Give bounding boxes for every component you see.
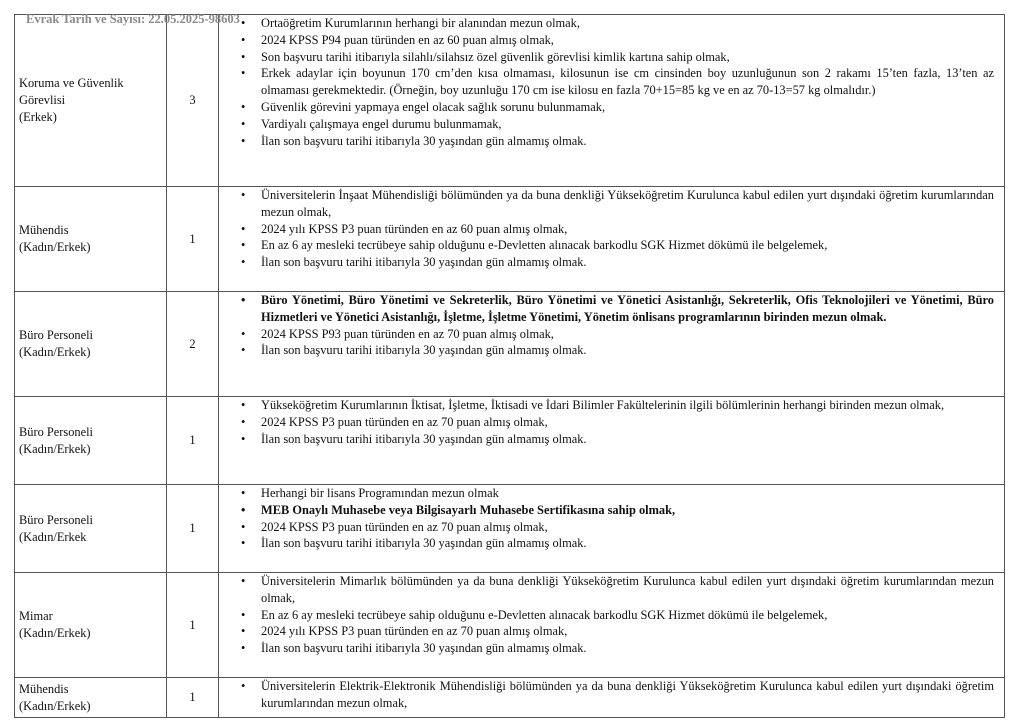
positions-table <box>14 14 1005 718</box>
position-title-line: (Kadın/Erkek) <box>19 240 91 254</box>
requirements-cell <box>219 573 1005 678</box>
position-title-line: Mühendis <box>19 681 69 696</box>
requirement-item: • MEB Onaylı Muhasebe veya Bilgisayarlı Muhasebe Sertifikasına sahip olmak, <box>261 502 994 519</box>
requirement-item: • Vardiyalı çalışmaya engel durumu bulunmamak, <box>261 116 994 133</box>
position-title-cell <box>15 397 167 485</box>
requirement-item: • Üniversitelerin Elektrik-Elektronik Mühendisliği bölümünden ya da buna denkliği Yükseköğretim Kurulunca kabul edilen yurt dışındaki öğretim kurumlarından mezun olmak, <box>261 678 994 712</box>
position-title-cell <box>15 187 167 292</box>
requirements-cell <box>219 485 1005 573</box>
requirements-list <box>239 15 994 149</box>
position-title-line: Büro Personeli <box>19 512 93 527</box>
requirements-list <box>239 678 994 712</box>
position-title-cell <box>15 573 167 678</box>
position-row <box>15 187 1005 292</box>
requirement-item: • Üniversitelerin Mimarlık bölümünden ya da buna denkliği Yükseköğretim Kurulunca kabul edilen yurt dışındaki öğretim kurumlarından mezun olmak, <box>261 573 994 607</box>
position-title-line: Görevlisi <box>19 93 66 108</box>
position-title-line: (Erkek) <box>19 109 57 124</box>
requirement-item: • 2024 yılı KPSS P3 puan türünden en az 70 puan almış olmak, <box>261 623 994 640</box>
document-date-number-stamp: Evrak Tarih ve Sayısı: 22.05.2025-98603 <box>26 12 240 26</box>
requirement-item: • Büro Yönetimi, Büro Yönetimi ve Sekreterlik, Büro Yönetimi ve Yönetici Asistanlığı, Sekreterlik, Ofis Teknolojileri ve Yönetimi, Büro Hizmetleri ve Yönetici Asistanlığı, İşletme, İşletme Yönetimi, Yönetim önlisans programlarının birinden mezun olmak. <box>261 292 994 326</box>
position-title-line: Büro Personeli <box>19 328 93 343</box>
position-title-line: (Kadın/Erkek) <box>19 345 91 359</box>
requirements-list <box>239 485 994 552</box>
requirements-list <box>239 187 994 271</box>
requirement-item: • İlan son başvuru tarihi itibarıyla 30 yaşından gün almamış olmak. <box>261 431 994 448</box>
requirement-item: • Herhangi bir lisans Programından mezun olmak <box>261 485 994 502</box>
position-row <box>15 573 1005 678</box>
requirement-item: • Son başvuru tarihi itibarıyla silahlı/silahsız özel güvenlik görevlisi kimlik kartına sahip olmak, <box>261 49 994 66</box>
position-count-cell: 3 <box>167 15 219 187</box>
position-row <box>15 485 1005 573</box>
position-title-line: Mühendis <box>19 223 69 238</box>
requirement-item: • En az 6 ay mesleki tecrübeye sahip olduğunu e-Devletten alınacak barkodlu SGK Hizmet dökümü ile belgelemek, <box>261 607 994 624</box>
requirements-cell <box>219 678 1005 718</box>
position-count-cell: 1 <box>167 485 219 573</box>
requirement-item: • 2024 KPSS P93 puan türünden en az 70 puan almış olmak, <box>261 326 994 343</box>
positions-table-body <box>15 15 1005 718</box>
requirement-item: • 2024 yılı KPSS P3 puan türünden en az 60 puan almış olmak, <box>261 221 994 238</box>
position-title-line: (Kadın/Erkek) <box>19 698 91 713</box>
requirement-item: • İlan son başvuru tarihi itibarıyla 30 yaşından gün almamış olmak. <box>261 254 994 271</box>
requirements-cell <box>219 397 1005 485</box>
position-count-cell: 2 <box>167 292 219 397</box>
requirement-item: • 2024 KPSS P3 puan türünden en az 70 puan almış olmak, <box>261 414 994 431</box>
requirements-cell <box>219 292 1005 397</box>
requirements-list <box>239 397 994 447</box>
position-title-cell <box>15 678 167 718</box>
position-count-cell: 1 <box>167 573 219 678</box>
position-title-cell <box>15 292 167 397</box>
position-title-line: Mimar <box>19 609 53 624</box>
requirements-cell <box>219 187 1005 292</box>
requirements-list <box>239 573 994 657</box>
requirement-item: • Erkek adaylar için boyunun 170 cm’den kısa olmaması, kilosunun ise cm cinsinden boy uzunluğunun son 2 rakamı 15’ten fazla, 13’ten az olmaması gerekmektedir. (Örneğin, boy uzunluğu 170 cm ise kilosu en fazla 70+15=85 kg ve en az 70-13=57 kg olmalıdır.) <box>261 65 994 99</box>
position-row <box>15 397 1005 485</box>
requirement-item: • Üniversitelerin İnşaat Mühendisliği bölümünden ya da buna denkliği Yükseköğretim Kurulunca kabul edilen yurt dışındaki öğretim kurumlarından mezun olmak, <box>261 187 994 221</box>
requirement-item: • Yükseköğretim Kurumlarının İktisat, İşletme, İktisadi ve İdari Bilimler Fakültelerinin ilgili bölümlerinin herhangi birinden mezun olmak, <box>261 397 994 414</box>
requirement-item: • İlan son başvuru tarihi itibarıyla 30 yaşından gün almamış olmak. <box>261 535 994 552</box>
position-title-cell <box>15 15 167 187</box>
position-count-cell: 1 <box>167 678 219 718</box>
requirement-item: • Ortaöğretim Kurumlarının herhangi bir alanından mezun olmak, <box>261 15 994 32</box>
position-count-cell: 1 <box>167 187 219 292</box>
position-title-line: Büro Personeli <box>19 424 93 439</box>
position-title-line: Koruma ve Güvenlik <box>19 76 124 91</box>
requirements-list <box>239 292 994 359</box>
position-row <box>15 292 1005 397</box>
requirements-cell <box>219 15 1005 187</box>
requirement-item: • İlan son başvuru tarihi itibarıyla 30 yaşından gün almamış olmak. <box>261 133 994 150</box>
position-count-cell: 1 <box>167 397 219 485</box>
requirement-item: • 2024 KPSS P94 puan türünden en az 60 puan almış olmak, <box>261 32 994 49</box>
position-row <box>15 15 1005 187</box>
position-row <box>15 678 1005 718</box>
position-title-line: (Kadın/Erkek) <box>19 626 91 640</box>
requirement-item: • İlan son başvuru tarihi itibarıyla 30 yaşından gün almamış olmak. <box>261 342 994 359</box>
position-title-line: (Kadın/Erkek) <box>19 441 91 456</box>
requirement-item: • En az 6 ay mesleki tecrübeye sahip olduğunu e-Devletten alınacak barkodlu SGK Hizmet dökümü ile belgelemek, <box>261 237 994 254</box>
position-title-cell <box>15 485 167 573</box>
requirement-item: • İlan son başvuru tarihi itibarıyla 30 yaşından gün almamış olmak. <box>261 640 994 657</box>
requirement-item: • 2024 KPSS P3 puan türünden en az 70 puan almış olmak, <box>261 519 994 536</box>
requirement-item: • Güvenlik görevini yapmaya engel olacak sağlık sorunu bulunmamak, <box>261 99 994 116</box>
position-title-line: (Kadın/Erkek <box>19 529 87 544</box>
